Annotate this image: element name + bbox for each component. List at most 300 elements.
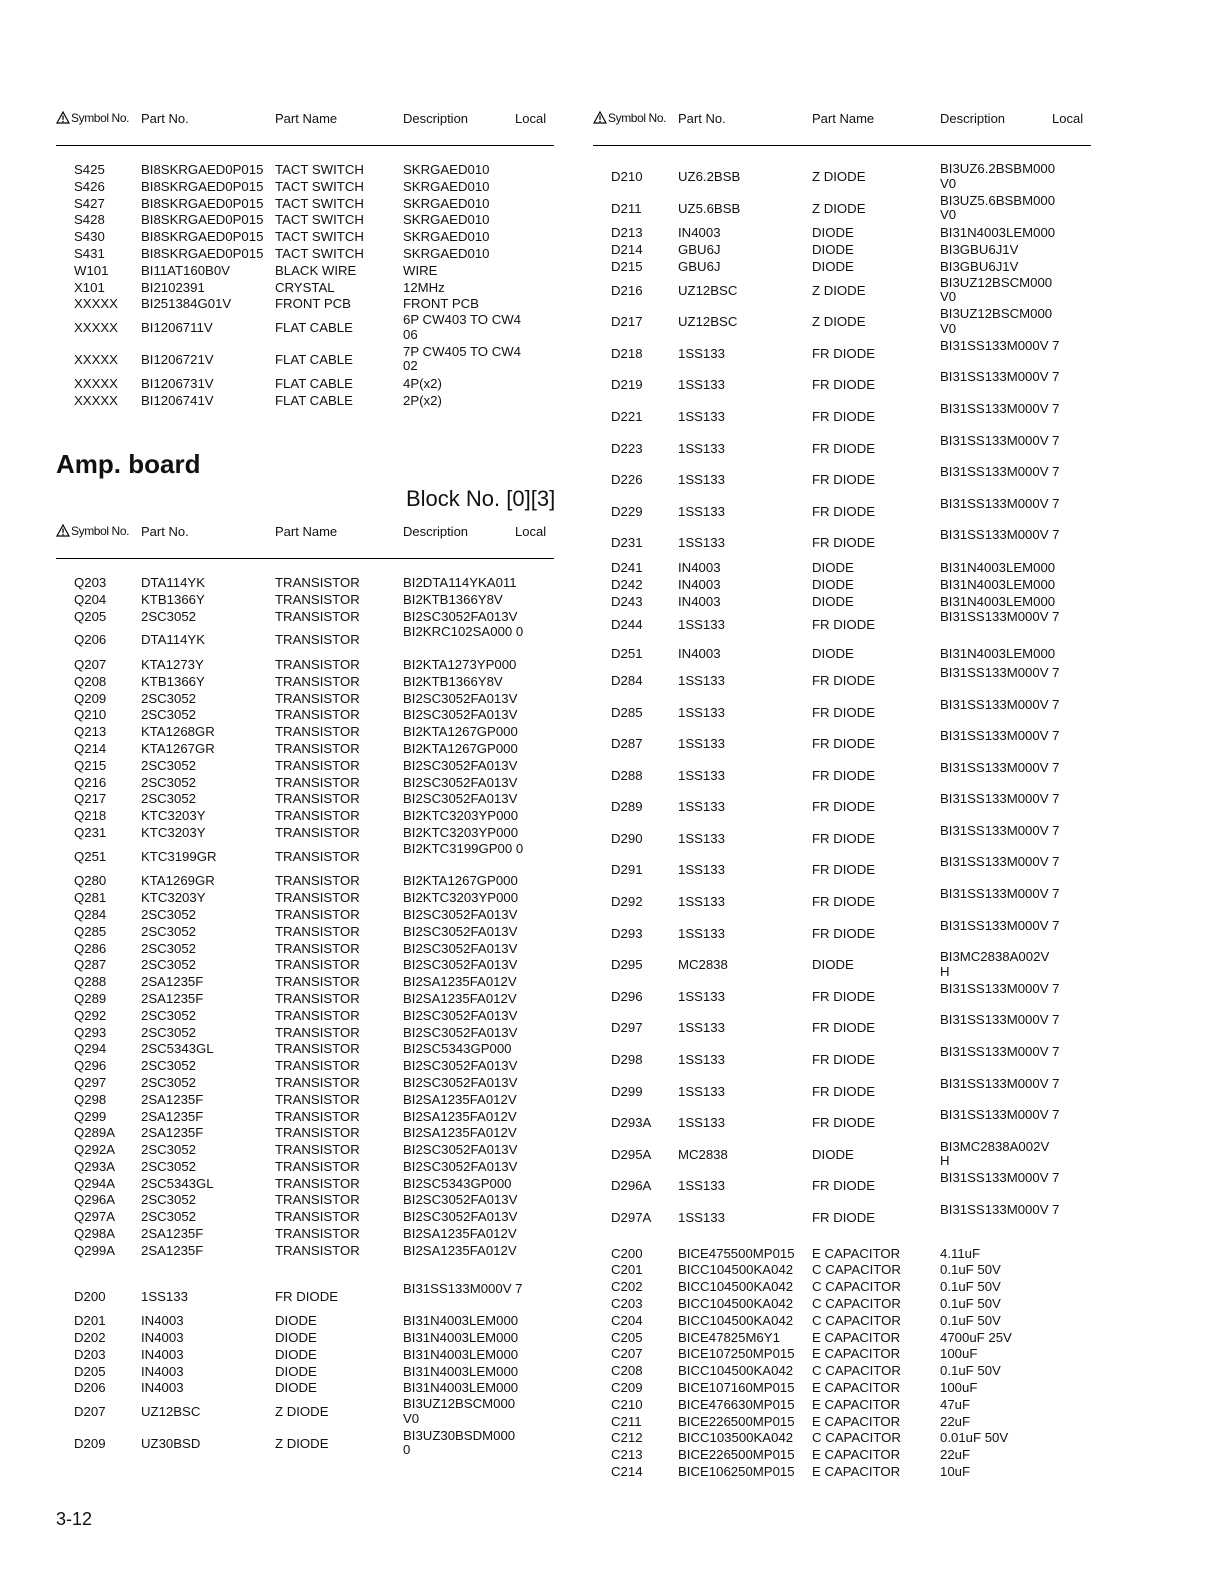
part-no-cell: 2SC3052 [141, 1158, 196, 1174]
part-no-cell: BICE47825M6Y1 [678, 1329, 780, 1345]
part-no-cell: IN4003 [678, 559, 721, 575]
part-no-header: Part No. [141, 524, 189, 539]
description-cell: BI31SS133M000V 7 [940, 980, 1060, 996]
part-name-cell: TRANSISTOR [275, 1041, 360, 1057]
part-no-cell: BI11AT160B0V [141, 262, 230, 278]
table-row [593, 594, 1091, 611]
part-no-cell: BI8SKRGAED0P015 [141, 245, 264, 261]
description-cell: 7P CW405 TO CW402 [403, 343, 521, 374]
part-name-cell: DIODE [275, 1380, 317, 1396]
part-no-cell: UZ12BSC [678, 282, 738, 298]
part-no-cell: 1SS133 [678, 408, 725, 424]
part-no-cell: IN4003 [678, 593, 721, 609]
part-name-cell: TRANSISTOR [275, 848, 360, 864]
symbol-cell: D296 [611, 988, 643, 1004]
symbol-cell: D297A [611, 1210, 652, 1225]
part-no-cell: GBU6J [678, 241, 721, 257]
table-row [56, 263, 554, 280]
part-name-cell: C CAPACITOR [812, 1430, 901, 1446]
part-no-cell: BICC104500KA042 [678, 1295, 794, 1311]
block-number: Block No. [0][3] [406, 486, 556, 511]
description-cell: BI31SS133M000V 7 [940, 1202, 1060, 1217]
table-row [56, 657, 554, 674]
part-name-cell: FR DIODE [812, 799, 876, 815]
part-no-cell: IN4003 [678, 225, 721, 241]
table-row [593, 1045, 1091, 1077]
part-name-cell: FRONT PCB [275, 296, 351, 312]
left-amp-header-rule [56, 558, 554, 559]
symbol-cell: Q294A [74, 1175, 116, 1191]
table-row [593, 1464, 1091, 1481]
table-row [56, 179, 554, 196]
part-name-cell: TRANSISTOR [275, 1209, 360, 1225]
description-cell: BI2SA1235FA012V [403, 974, 517, 990]
description-cell: BI31N4003LEM000 [403, 1346, 519, 1362]
table-row [593, 1013, 1091, 1045]
table-row [56, 1243, 554, 1260]
description-cell: 2P(x2) [403, 393, 442, 409]
description-cell: BI2KTC3203YP000 [403, 824, 519, 840]
description-cell: BI31N4003LEM000 [940, 559, 1056, 575]
table-row [593, 528, 1091, 560]
part-name-cell: FR DIODE [812, 535, 876, 551]
description-cell: BI2KTA1267GP000 [403, 724, 518, 740]
part-no-cell: 1SS133 [678, 736, 725, 752]
table-row [593, 1140, 1091, 1172]
symbol-cell: D290 [611, 830, 643, 846]
part-no-cell: 2SC5343GL [141, 1041, 214, 1057]
warning-triangle-icon [56, 524, 70, 537]
symbol-cell: D295 [611, 957, 643, 973]
part-name-cell: FR DIODE [812, 672, 876, 688]
symbol-cell: D231 [611, 535, 643, 551]
part-name-cell: CRYSTAL [275, 279, 335, 295]
description-cell: BI2SA1235FA012V [403, 990, 517, 1006]
part-no-cell: 2SC3052 [141, 690, 196, 706]
table-row [593, 824, 1091, 856]
symbol-cell: Q206 [74, 632, 107, 648]
symbol-no-header: Symbol No. [56, 111, 129, 125]
part-name-cell: FR DIODE [812, 1083, 876, 1099]
symbol-cell: D214 [611, 241, 643, 257]
part-no-cell: 1SS133 [678, 672, 725, 688]
part-name-cell: BLACK WIRE [275, 262, 357, 278]
part-no-cell: 2SC3052 [141, 1192, 196, 1208]
symbol-cell: D221 [611, 408, 643, 424]
part-no-cell: 1SS133 [678, 1115, 725, 1131]
table-row [56, 1226, 554, 1243]
part-no-cell: KTA1268GR [141, 724, 215, 740]
part-name-cell: TRANSISTOR [275, 1175, 360, 1191]
part-name-cell: TACT SWITCH [275, 162, 364, 177]
table-row [56, 625, 554, 657]
table-row [56, 1159, 554, 1176]
part-name-cell: DIODE [812, 576, 854, 592]
table-row [56, 991, 554, 1008]
part-name-cell: TRANSISTOR [275, 1125, 360, 1141]
symbol-cell: D206 [74, 1380, 106, 1396]
symbol-cell: Q297 [74, 1074, 107, 1090]
part-name-cell: TRANSISTOR [275, 1074, 360, 1090]
symbol-cell: Q292 [74, 1007, 107, 1023]
part-name-cell: FR DIODE [812, 767, 876, 783]
part-name-cell: E CAPACITOR [812, 1245, 901, 1261]
part-name-cell: FR DIODE [812, 503, 876, 519]
description-cell: BI2KRC102SA000 0 [403, 624, 524, 640]
symbol-cell: D293A [611, 1115, 652, 1131]
part-name-header: Part Name [812, 111, 875, 126]
description-cell: BI2SC3052FA013V [403, 1074, 518, 1090]
part-name-cell: DIODE [812, 225, 854, 241]
symbol-cell: Q285 [74, 923, 107, 939]
description-cell: BI31N4003LEM000 [940, 593, 1056, 609]
table-row [56, 1282, 554, 1314]
symbol-cell: Q289 [74, 990, 107, 1006]
table-row [593, 162, 1091, 194]
table-row [56, 890, 554, 907]
part-name-cell: TRANSISTOR [275, 591, 360, 607]
part-no-cell: KTC3203Y [141, 808, 206, 824]
part-name-cell: E CAPACITOR [812, 1396, 901, 1412]
table-row [593, 1313, 1091, 1330]
table-row [56, 1347, 554, 1364]
symbol-cell: D241 [611, 559, 643, 575]
part-no-cell: BICC104500KA042 [678, 1262, 794, 1278]
part-name-cell: DIODE [812, 645, 854, 661]
part-name-cell: TRANSISTOR [275, 906, 360, 922]
part-name-cell: E CAPACITOR [812, 1447, 901, 1463]
description-cell: SKRGAED010 [403, 178, 490, 194]
symbol-cell: C207 [611, 1346, 643, 1362]
symbol-cell: D203 [74, 1346, 106, 1362]
description-cell: BI31SS133M000V 7 [403, 1280, 523, 1296]
table-row [593, 276, 1091, 308]
symbol-cell: D295A [611, 1146, 652, 1162]
part-no-cell: BI2102391 [141, 279, 205, 295]
symbol-cell: Q210 [74, 707, 107, 723]
description-cell: 0.1uF 50V [940, 1363, 1001, 1379]
part-no-cell: 2SC3052 [141, 1209, 196, 1225]
description-cell: BI31SS133M000V 7 [940, 464, 1060, 480]
description-cell: BI31SS133M000V 7 [940, 791, 1060, 807]
table-row [56, 808, 554, 825]
table-row [56, 1008, 554, 1025]
table-row [593, 792, 1091, 824]
symbol-cell: D243 [611, 593, 643, 609]
description-cell: 100uF [940, 1346, 978, 1362]
part-no-header: Part No. [141, 111, 189, 126]
part-name-cell: DIODE [812, 559, 854, 575]
table-row [593, 919, 1091, 951]
table-row [593, 1108, 1091, 1140]
table-row [56, 775, 554, 792]
description-cell: BI3UZ12BSCM000 V0 [940, 274, 1053, 305]
part-no-cell: BICC103500KA042 [678, 1430, 794, 1446]
part-no-cell: DTA114YK [141, 632, 206, 648]
part-name-cell: FR DIODE [812, 472, 876, 488]
part-name-cell: DIODE [812, 1146, 854, 1162]
description-cell: BI31N4003LEM000 [940, 225, 1056, 241]
part-no-cell: 1SS133 [678, 472, 725, 488]
part-no-cell: 1SS133 [678, 617, 725, 633]
symbol-cell: D216 [611, 282, 643, 298]
symbol-cell: D284 [611, 672, 643, 688]
description-cell: BI2SA1235FA012V [403, 1091, 517, 1107]
table-row [593, 610, 1091, 642]
part-name-header: Part Name [275, 524, 338, 539]
part-no-cell: 1SS133 [678, 894, 725, 910]
description-cell: BI3UZ5.6BSBM000 V0 [940, 192, 1056, 223]
part-no-cell: BICE107160MP015 [678, 1379, 795, 1395]
part-no-cell: GBU6J [678, 258, 721, 274]
description-cell: 4.11uF [940, 1245, 981, 1261]
warning-triangle-icon [593, 111, 607, 124]
part-name-cell: FR DIODE [812, 1020, 876, 1036]
description-cell: SKRGAED010 [403, 245, 490, 261]
table-row [593, 1262, 1091, 1279]
description-cell: BI2SC3052FA013V [403, 1007, 518, 1023]
description-cell: BI31SS133M000V 7 [940, 369, 1060, 385]
table-row [56, 592, 554, 609]
part-name-cell: DIODE [812, 258, 854, 274]
part-no-cell: BICC104500KA042 [678, 1363, 794, 1379]
symbol-cell: Q204 [74, 591, 107, 607]
symbol-cell: XXXXX [74, 320, 118, 336]
symbol-cell: D297 [611, 1020, 643, 1036]
part-name-cell: TRANSISTOR [275, 1158, 360, 1174]
table-row [56, 724, 554, 741]
table-row [56, 196, 554, 213]
part-name-cell: FR DIODE [812, 1115, 876, 1131]
part-no-cell: BI8SKRGAED0P015 [141, 212, 264, 228]
description-cell: BI2SC3052FA013V [403, 608, 518, 624]
part-name-cell: TRANSISTOR [275, 791, 360, 807]
description-cell: BI31N4003LEM000 [403, 1313, 519, 1329]
part-no-cell: BI1206741V [141, 393, 214, 409]
part-no-cell: IN4003 [141, 1346, 184, 1362]
table-row [56, 941, 554, 958]
symbol-cell: D213 [611, 225, 643, 241]
part-no-cell: BICE475500MP015 [678, 1245, 795, 1261]
symbol-cell: Q205 [74, 608, 107, 624]
part-no-cell: 1SS133 [678, 1052, 725, 1068]
symbol-cell: X101 [74, 279, 105, 295]
part-no-cell: 1SS133 [678, 1020, 725, 1036]
part-name-cell: E CAPACITOR [812, 1379, 901, 1395]
symbol-cell: Q292A [74, 1142, 116, 1158]
part-name-cell: TRANSISTOR [275, 757, 360, 773]
description-cell: BI31SS133M000V 7 [940, 1107, 1060, 1123]
description-cell: 0.01uF 50V [940, 1430, 1009, 1446]
part-name-cell: FLAT CABLE [275, 320, 353, 336]
part-name-cell: FR DIODE [812, 617, 876, 633]
table-row [56, 1429, 554, 1461]
description-cell: BI3UZ12BSCM000 V0 [403, 1396, 516, 1426]
part-no-cell: 2SC3052 [141, 1024, 196, 1040]
part-name-cell: TACT SWITCH [275, 178, 364, 194]
description-cell: BI2SC3052FA013V [403, 774, 518, 790]
symbol-cell: D292 [611, 894, 643, 910]
table-row [593, 1246, 1091, 1263]
symbol-cell: W101 [74, 262, 109, 278]
table-row [593, 729, 1091, 761]
symbol-cell: Q289A [74, 1125, 116, 1141]
part-name-cell: TRANSISTOR [275, 1007, 360, 1023]
part-name-cell: DIODE [812, 241, 854, 257]
description-cell: BI2KTA1273YP000 [403, 656, 517, 672]
part-name-cell: FR DIODE [812, 440, 876, 456]
table-row [593, 402, 1091, 434]
description-cell: BI31N4003LEM000 [940, 576, 1056, 592]
description-cell: BI3MC2838A002V H [940, 949, 1050, 979]
description-cell: BI2SA1235FA012V [403, 1125, 517, 1141]
table-row [593, 887, 1091, 919]
description-cell: BI31SS133M000V 7 [940, 759, 1060, 775]
description-cell: SKRGAED010 [403, 162, 490, 177]
symbol-cell: D288 [611, 767, 643, 783]
table-row [56, 842, 554, 874]
description-cell: BI2SC3052FA013V [403, 707, 518, 723]
symbol-cell: S428 [74, 212, 105, 228]
table-row [56, 1125, 554, 1142]
part-name-cell: TRANSISTOR [275, 974, 360, 990]
description-cell: BI31SS133M000V 7 [940, 664, 1060, 680]
part-name-cell: Z DIODE [812, 200, 866, 216]
table-row [56, 313, 554, 345]
part-name-cell: TRANSISTOR [275, 1242, 360, 1258]
part-no-cell: BI8SKRGAED0P015 [141, 229, 264, 245]
symbol-cell: Q298A [74, 1226, 116, 1242]
description-cell: BI2SC3052FA013V [403, 690, 518, 706]
part-name-cell: DIODE [275, 1363, 317, 1379]
symbol-cell: Q207 [74, 656, 107, 672]
symbol-cell: S427 [74, 195, 105, 211]
part-name-cell: E CAPACITOR [812, 1329, 901, 1345]
part-no-cell: 1SS133 [678, 862, 725, 878]
part-name-cell: TRANSISTOR [275, 824, 360, 840]
part-no-cell: 1SS133 [678, 440, 725, 456]
description-cell: BI31SS133M000V 7 [940, 495, 1060, 511]
part-name-cell: E CAPACITOR [812, 1413, 901, 1429]
description-cell: BI2SC3052FA013V [403, 1192, 518, 1208]
part-name-cell: TRANSISTOR [275, 1091, 360, 1107]
table-row [56, 1313, 554, 1330]
symbol-cell: XXXXX [74, 351, 118, 367]
part-name-cell: TRANSISTOR [275, 608, 360, 624]
description-cell: BI2KTB1366Y8V [403, 673, 503, 689]
table-row [56, 246, 554, 263]
description-cell: 0.1uF 50V [940, 1295, 1001, 1311]
symbol-cell: D298 [611, 1052, 643, 1068]
part-name-cell: FR DIODE [812, 862, 876, 878]
symbol-cell: C205 [611, 1329, 643, 1345]
row-spacer [593, 1235, 1091, 1246]
symbol-cell: Q294 [74, 1041, 107, 1057]
table-row [56, 229, 554, 246]
part-name-cell: TRANSISTOR [275, 890, 360, 906]
part-no-cell: 2SA1235F [141, 1226, 204, 1242]
description-cell: BI2KTB1366Y8V [403, 591, 503, 607]
table-row [56, 907, 554, 924]
table-row [56, 825, 554, 842]
symbol-cell: D219 [611, 377, 643, 393]
symbol-cell: D299 [611, 1083, 643, 1099]
section-title: Amp. board [56, 449, 201, 479]
symbol-cell: D226 [611, 472, 643, 488]
table-row [56, 1058, 554, 1075]
description-cell: BI2SC3052FA013V [403, 1024, 518, 1040]
part-name-cell: FLAT CABLE [275, 376, 353, 392]
symbol-cell: C201 [611, 1262, 643, 1278]
symbol-cell: Q218 [74, 808, 107, 824]
part-no-cell: BICE106250MP015 [678, 1463, 795, 1479]
part-no-cell: 2SC3052 [141, 1074, 196, 1090]
symbol-cell: C203 [611, 1295, 643, 1311]
symbol-cell: XXXXX [74, 376, 118, 392]
part-name-cell: TRANSISTOR [275, 707, 360, 723]
part-no-cell: IN4003 [141, 1363, 184, 1379]
table-row [593, 1077, 1091, 1109]
part-no-cell: 2SA1235F [141, 1091, 204, 1107]
table-row [593, 242, 1091, 259]
part-name-cell: TRANSISTOR [275, 690, 360, 706]
part-no-cell: 2SC3052 [141, 906, 196, 922]
part-no-cell: BI1206711V [141, 320, 213, 336]
symbol-cell: Q293 [74, 1024, 107, 1040]
table-row [56, 393, 554, 410]
symbol-cell: D217 [611, 314, 643, 330]
table-row [56, 873, 554, 890]
part-no-cell: UZ12BSC [141, 1404, 201, 1420]
description-cell: BI31N4003LEM000 [403, 1363, 519, 1379]
part-name-cell: FR DIODE [812, 1178, 876, 1194]
part-no-cell: KTA1267GR [141, 740, 215, 756]
table-row [593, 1397, 1091, 1414]
page-number: 3-12 [56, 1509, 93, 1529]
table-row [593, 1346, 1091, 1363]
description-cell: BI3GBU6J1V [940, 258, 1019, 274]
part-name-cell: C CAPACITOR [812, 1279, 901, 1295]
part-name-cell: C CAPACITOR [812, 1295, 901, 1311]
right-parts-list [593, 162, 1091, 1481]
part-no-cell: 2SC3052 [141, 923, 196, 939]
part-no-cell: 1SS133 [678, 925, 725, 941]
table-row [56, 575, 554, 592]
table-row [593, 1330, 1091, 1347]
part-no-cell: 2SC3052 [141, 1007, 196, 1023]
description-cell: BI2SC3052FA013V [403, 940, 518, 956]
description-cell: BI31SS133M000V 7 [940, 696, 1060, 712]
part-name-cell: TRANSISTOR [275, 1192, 360, 1208]
part-no-cell: 1SS133 [678, 1178, 725, 1194]
left-top-table-header [56, 111, 554, 131]
symbol-cell: D287 [611, 736, 643, 752]
part-no-cell: 2SA1235F [141, 1125, 204, 1141]
part-name-cell: TRANSISTOR [275, 656, 360, 672]
table-row [56, 280, 554, 297]
table-row [593, 434, 1091, 466]
part-no-cell: BICE226500MP015 [678, 1447, 795, 1463]
part-no-cell: IN4003 [678, 645, 721, 661]
part-no-cell: 2SC3052 [141, 608, 196, 624]
part-no-cell: BICC104500KA042 [678, 1312, 794, 1328]
description-cell: BI31SS133M000V 7 [940, 728, 1060, 744]
part-name-cell: FLAT CABLE [275, 393, 353, 409]
part-no-cell: BI1206731V [141, 376, 214, 392]
part-no-cell: KTB1366Y [141, 673, 205, 689]
description-cell: 0.1uF 50V [940, 1279, 1001, 1295]
part-no-cell: 2SC3052 [141, 1142, 196, 1158]
